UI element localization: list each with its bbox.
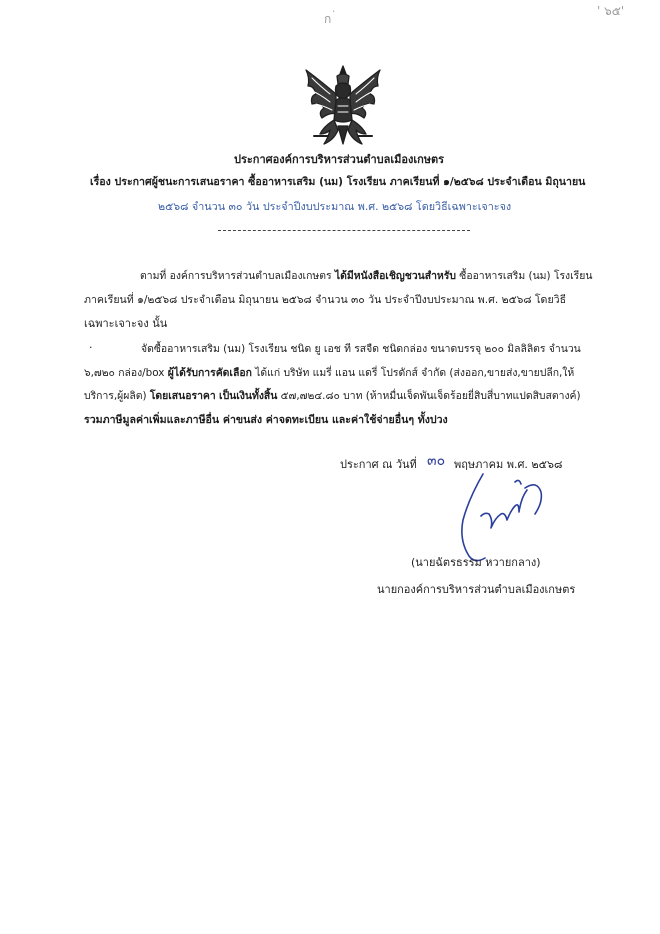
para2-bullet: . xyxy=(89,338,93,351)
para1-line3: เฉพาะเจาะจง นั้น xyxy=(84,317,168,330)
para1-line2: ภาคเรียนที่ ๑/๒๕๖๘ ประจำเดือน มิถุนายน ๒๕๖๘ จำนวน ๓๐ วัน ประจำปีงบประมาณ พ.ศ. ๒๕๖๘ โดยวิธี xyxy=(84,294,567,306)
para2-line4: รวมภาษีมูลค่าเพิ่มและภาษีอื่น ค่าขนส่ง ค่าจดทะเบียน และค่าใช้จ่ายอื่นๆ ทั้งปวง xyxy=(84,414,448,426)
page-mark-top-right: ' ๖๕' xyxy=(597,4,625,18)
header-title: ประกาศองค์การบริหารส่วนตำบลเมืองเกษตร xyxy=(234,153,445,166)
para2-line1: จัดซื้ออาหารเสริม (นม) โรงเรียน ชนิด ยู เอช ที รสจืด ชนิดกล่อง ขนาดบรรจุ ๒๐๐ มิลลิลิตร จำนวน xyxy=(141,343,581,355)
page-mark-top-center: ก ่ xyxy=(324,12,336,26)
header-subject-cont: ๒๕๖๘ จำนวน ๓๐ วัน ประจำปีงบประมาณ พ.ศ. ๒๕๖๘ โดยวิธีเฉพาะเจาะจง xyxy=(158,200,512,213)
para1-line1-start: ตามที่ องค์การบริหารส่วนตำบลเมืองเกษตร xyxy=(140,270,335,282)
para2-line2-end: ได้แก่ บริษัท แมรี่ แอน แดรี่ โปรดักส์ จำกัด (ส่งออก,ขายส่ง,ขายปลีก,ให้ xyxy=(251,367,575,379)
header-divider xyxy=(218,230,470,231)
para1-line1 xyxy=(140,267,593,284)
signatory-position: นายกองค์การบริหารส่วนตำบลเมืองเกษตร xyxy=(377,583,576,596)
para2-line3-end: ๕๗,๗๒๔.๘๐ บาท (ห้าหมื่นเจ็ดพันเจ็ดร้อยยี่สิบสี่บาทแปดสิบสตางค์) xyxy=(277,390,581,402)
para1-line1-bold: ได้มีหนังสือเชิญชวนสำหรับ xyxy=(334,270,456,282)
garuda-emblem-icon xyxy=(300,64,386,148)
announce-day: ๓๐ xyxy=(427,453,446,469)
para2-line3-start: บริการ,ผู้ผลิต) xyxy=(84,390,150,402)
signatory-name: (นายฉัตรธรรม หวายกลาง) xyxy=(411,556,541,569)
announce-suffix: พฤษภาคม พ.ศ. ๒๕๖๘ xyxy=(454,458,563,471)
para2-line2-bold: ผู้ได้รับการคัดเลือก xyxy=(167,367,252,379)
para2-line3-bold2: เป็นเงินทั้งสิ้น xyxy=(219,390,278,402)
para2-line3 xyxy=(84,387,581,404)
header-subject: เรื่อง ประกาศผู้ชนะการเสนอราคา ซื้ออาหารเสริม (นม) โรงเรียน ภาคเรียนที่ ๑/๒๕๖๘ ประจำเดือน มิถุนายน xyxy=(90,176,586,188)
para2-line2-start: ๖,๗๒๐ กล่อง/box xyxy=(84,367,168,379)
para2-line2 xyxy=(84,364,575,381)
announce-prefix: ประกาศ ณ วันที่ xyxy=(340,458,417,471)
para1-line1-end: ซื้ออาหารเสริม (นม) โรงเรียน xyxy=(455,270,593,282)
para2-line3-bold1: โดยเสนอราคา xyxy=(149,390,216,402)
